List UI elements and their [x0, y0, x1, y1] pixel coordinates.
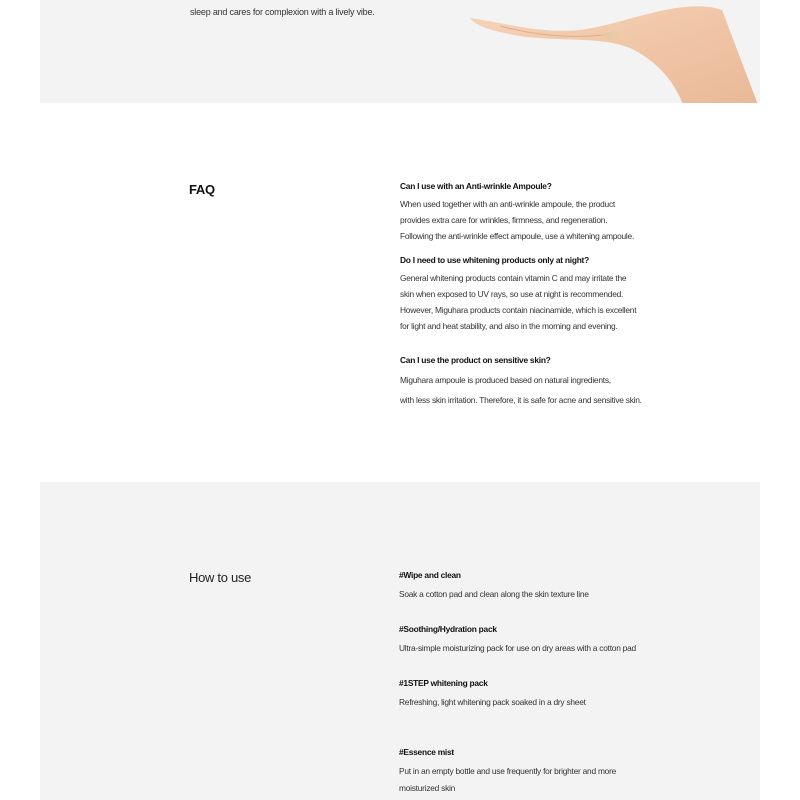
step-description: Refreshing, light whitening pack soaked in a dry sheet	[399, 697, 586, 707]
banner-text: sleep and cares for complexion with a lively vibe.	[190, 7, 375, 17]
faq-answer-line: skin when exposed to UV rays, so use at night is recommended.	[400, 289, 624, 299]
faq-answer-line: Following the anti-wrinkle effect ampoule, use a whitening ampoule.	[400, 231, 635, 241]
step-heading: #1STEP whitening pack	[399, 678, 488, 688]
faq-item	[400, 254, 740, 334]
faq-answer-line: However, Miguhara products contain niacinamide, which is excellent	[400, 305, 637, 315]
faq-answer-line: General whitening products contain vitamin C and may irritate the	[400, 273, 627, 283]
faq-answer-line: for light and heat stability, and also in the morning and evening.	[400, 321, 618, 331]
step-item	[399, 746, 739, 797]
top-banner	[40, 0, 760, 103]
faq-answer	[400, 270, 740, 334]
step-description-line: Put in an empty bottle and use frequently for brighter and more	[399, 766, 617, 776]
faq-answer-line: When used together with an anti-wrinkle ampoule, the product	[400, 199, 615, 209]
faq-answer	[400, 370, 740, 410]
step-item	[399, 569, 739, 603]
step-item	[399, 677, 739, 711]
step-heading: #Soothing/Hydration pack	[399, 624, 497, 634]
faq-answer-line: provides extra care for wrinkles, firmness, and regeneration.	[400, 215, 608, 225]
step-description	[399, 763, 739, 797]
step-description: Soak a cotton pad and clean along the skin texture line	[399, 589, 589, 599]
faq-item	[400, 180, 740, 244]
faq-question: Can I use the product on sensitive skin?	[400, 355, 551, 365]
faq-item	[400, 354, 740, 410]
hand-image	[460, 0, 760, 103]
step-description-line: moisturized skin	[399, 783, 456, 793]
faq-question: Do I need to use whitening products only at night?	[400, 255, 589, 265]
step-item	[399, 623, 739, 657]
step-description: Ultra-simple moisturizing pack for use on dry areas with a cotton pad	[399, 643, 636, 653]
faq-question: Can I use with an Anti-wrinkle Ampoule?	[400, 181, 552, 191]
step-heading: #Wipe and clean	[399, 570, 461, 580]
faq-answer-line: Miguhara ampoule is produced based on natural ingredients,	[400, 375, 611, 385]
step-heading: #Essence mist	[399, 747, 454, 757]
how-to-use-title: How to use	[189, 570, 252, 585]
faq-answer	[400, 196, 740, 244]
faq-title: FAQ	[189, 182, 215, 197]
faq-answer-line: with less skin irritation. Therefore, it is safe for acne and sensitive skin.	[400, 395, 642, 405]
